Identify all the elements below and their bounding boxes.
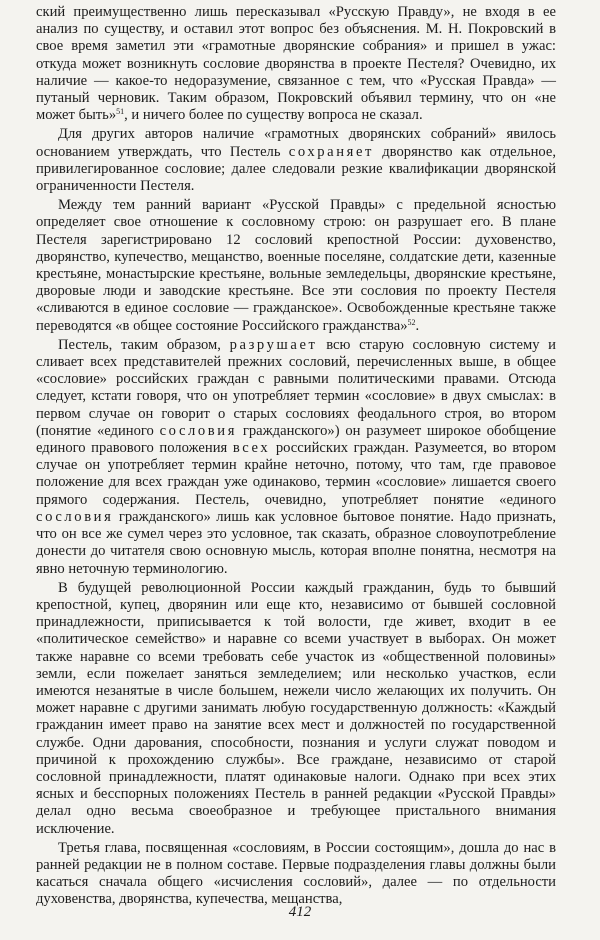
paragraph bbox=[36, 580, 556, 838]
paragraph bbox=[36, 840, 556, 909]
spaced-emphasis: сохраняет bbox=[288, 143, 375, 160]
text-run: гражданского» лишь как условное бытовое понятие. Надо признать, что он все же сумел через это условное, так сказать, образное словоупотребление донести до читателя свою основную мысль, которая вполне понятна, несмотря на явно неточную терминологию. bbox=[36, 508, 556, 577]
text-run: российских граждан. Разумеется, во втором случае он употребляет термин крайне неточно, потому, что там, где правовое положение для всех граждан уже одинаково, термин «сословие» лишается своего прямого содержания. Пестель, очевидно, употребляет понятие «единого bbox=[36, 440, 556, 508]
paragraph bbox=[36, 4, 556, 124]
text-run: . bbox=[415, 317, 420, 334]
spaced-emphasis: сословия bbox=[159, 422, 238, 439]
spaced-emphasis: разрушает bbox=[229, 336, 318, 353]
text-run: дворянство как отдельное, привилегированное сословие; далее следовали резкие квалификации дворянской ограниченности Пестеля. bbox=[36, 143, 556, 195]
text-run: Пестель, таким образом, bbox=[58, 336, 230, 353]
spaced-emphasis: всех bbox=[232, 440, 271, 457]
text-run: , и ничего более по существу вопроса не сказал. bbox=[124, 107, 423, 124]
text-run: ский преимущественно лишь пересказывал «Русскую Правду», не входя в ее анализ по существу, и оставил этот вопрос без объяснения. М. Н. Покровский в свое время заметил эти «грамотные дворянские собрания» и пришел в ужас: откуда может возникнуть сословие дворянства в проекте Пестеля? Очевидно, их наличие — какое-то недоразумение, связанное с тем, что «Русская Правда» — путаный черновик. Таким образом, Покровский объявил термину, что он «не может быть» bbox=[36, 4, 556, 124]
paragraph bbox=[36, 337, 556, 578]
text-run: Для других авторов наличие «грамотных дворянских собраний» явилось основанием утверждать, что Пестель bbox=[36, 126, 556, 160]
footnote-ref: 51 bbox=[116, 107, 125, 117]
text-run: всю старую сословную систему и сливает всех представителей прежних сословий, перечисленных выше, в общее «сословие» российских граждан с равными политическими правами. Отсюда следует, кстати говоря, что он употребляет термин «сословие» в двух смыслах: в первом случае он говорит о старых сословиях феодального строя, во втором (понятие «единого bbox=[36, 336, 556, 439]
page-number: 412 bbox=[288, 904, 312, 920]
text-run: Между тем ранний вариант «Русской Правды» с предельной ясностью определяет свое отношение к сословному строю: он разрушает его. В плане Пестеля зарегистрировано 12 сословий крепостной России: духовенство, дворянство, купечество, мещанство, военные поселяне, солдатские дети, казенные крестьяне, монастырские крестьяне, вольные земледельцы, дворянские крестьяне, дворовые люди и заводские крестьяне. Все эти сословия по проекту Пестеля «сливаются в единое сословие — гражданское». Освобожденные крестьяне также переводятся «в общее состояние Российского гражданства» bbox=[36, 197, 556, 334]
text-body bbox=[36, 4, 556, 909]
footnote-ref: 52 bbox=[407, 317, 416, 327]
text-run: гражданского») он разумеет широкое обобщение единого правового положения bbox=[36, 422, 556, 457]
text-run: Третья глава, посвященная «сословиям, в России состоящим», дошла до нас в ранней редакции не в полном составе. Первые подразделения главы должны были касаться сначала общего «исчисления сословий», далее — по отдельности духовенства, дворянства, купечества, мещанства, bbox=[36, 839, 556, 908]
paragraph bbox=[36, 126, 556, 195]
text-run: В будущей революционной России каждый гражданин, будь то бывший крепостной, купец, дворянин или еще кто, независимо от бывшей сословной принадлежности, приписывается к той волости, где живет, входит в ее «политическое семейство» и наравне со всеми участвует в выборах. Он может также наравне со всеми требовать себе участок из «общественной половины» земли, если пожелает заняться земледелием; или несколько участков, если имеются незанятые в числе большем, нежели число желающих их получить. Он может наравне с другими занимать любую государственную должность: «Каждый гражданин имеет право на занятие всех мест и должностей по государственной службе. Одни дарования, способности, познания и услуги служат поводом и причиной к прохождению службы». Все граждане, независимо от старой сословной принадлежности, платят одинаковые налоги. Однако при всех этих ясных и бесспорных положениях Пестель в ранней редакции «Русской Правды» делал одно весьма своеобразное и требующее пристального внимания исключение. bbox=[36, 579, 556, 837]
paragraph bbox=[36, 197, 556, 335]
spaced-emphasis: сословия bbox=[36, 508, 114, 525]
